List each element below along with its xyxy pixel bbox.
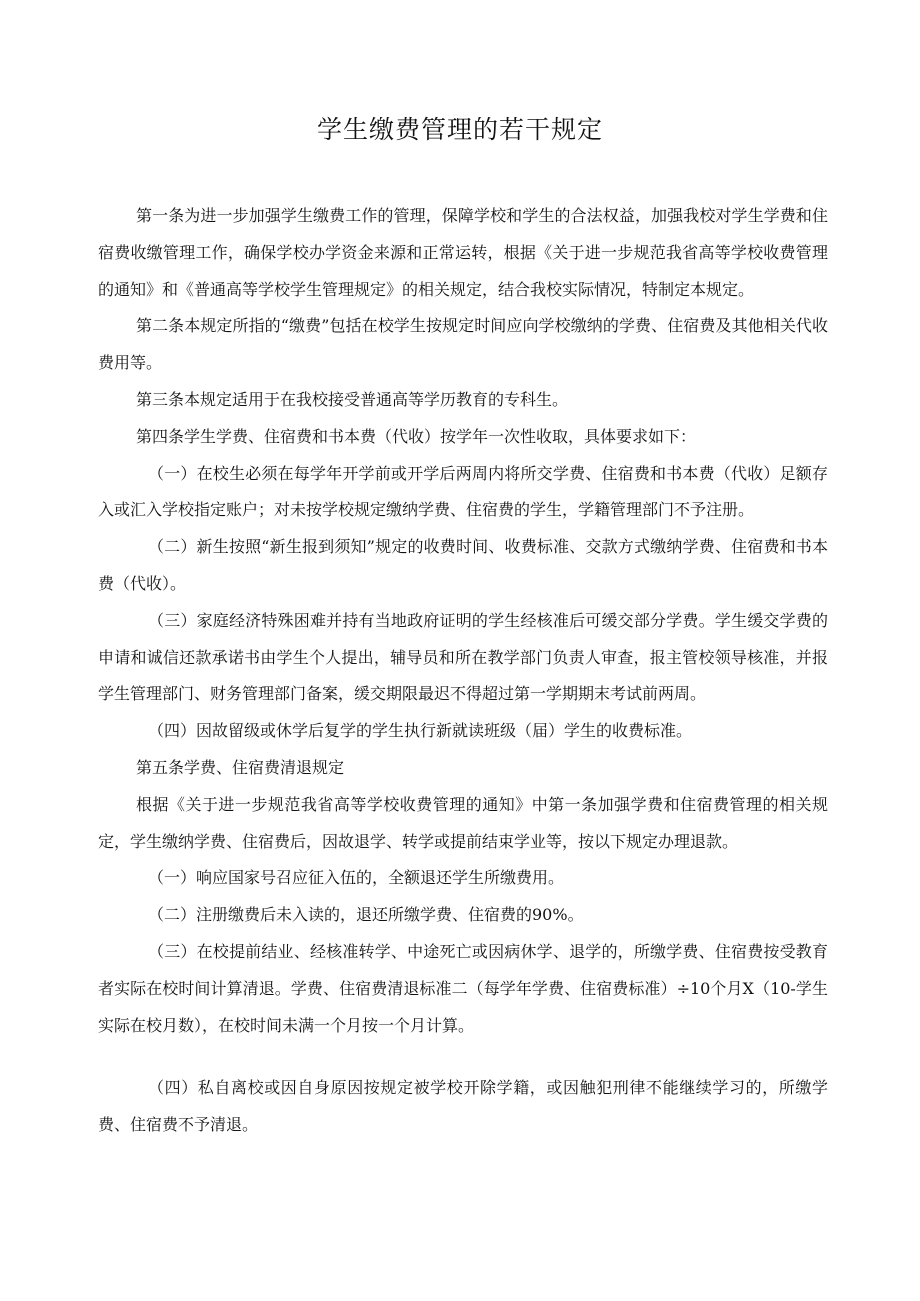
article-2: 第二条本规定所指的“缴费”包括在校学生按规定时间应向学校缴纳的学费、住宿费及其他相关代收费用等。 [98, 316, 828, 373]
article-3: 第三条本规定适用于在我校接受普通高等学历教育的专科生。 [136, 389, 569, 409]
article-1: 第一条为进一步加强学生缴费工作的管理，保障学校和学生的合法权益，加强我校对学生学费和住宿费收缴管理工作，确保学校办学资金来源和正常运转，根据《关于进一步规范我省高等学校收费管理的通知》和《普通高等学校学生管理规定》的相关规定，结合我校实际情况，特制定本规定。 [98, 206, 828, 299]
article-5-item-3: （三）在校提前结业、经核准转学、中途死亡或因病休学、退学的，所缴学费、住宿费按受教育者实际在校时间计算清退。学费、住宿费清退标准二（每学年学费、住宿费标准）÷10个月X（10-学生实际在校月数），在校时间未满一个月按一个月计算。 [98, 941, 828, 1035]
article-4-item-1: （一）在校生必须在每学年开学前或开学后两周内将所交学费、住宿费和书本费（代收）足额存入或汇入学校指定账户；对未按学校规定缴纳学费、住宿费的学生，学籍管理部门不予注册。 [98, 463, 828, 520]
document-body [98, 198, 828, 1144]
article-4: 第四条学生学费、住宿费和书本费（代收）按学年一次性收取，具体要求如下： [136, 426, 697, 446]
article-5-item-1: （一）响应国家号召应征入伍的，全额退还学生所缴费用。 [148, 868, 565, 888]
page-title: 学生缴费管理的若干规定 [316, 115, 603, 144]
article-5-item-4: （四）私自离校或因自身原因按规定被学校开除学籍，或因触犯刑律不能继续学习的，所缴学费、住宿费不予清退。 [98, 1078, 828, 1135]
paragraph-spacer [98, 1044, 828, 1070]
article-5: 第五条学费、住宿费清退规定 [136, 757, 345, 777]
article-4-item-4: （四）因故留级或休学后复学的学生执行新就读班级（届）学生的收费标准。 [148, 721, 693, 741]
article-5-intro: 根据《关于进一步规范我省高等学校收费管理的通知》中第一条加强学费和住宿费管理的相关规定，学生缴纳学费、住宿费后，因故退学、转学或提前结束学业等，按以下规定办理退款。 [98, 794, 828, 851]
article-4-item-3: （三）家庭经济特殊困难并持有当地政府证明的学生经核准后可缓交部分学费。学生缓交学费的申请和诚信还款承诺书由学生个人提出，辅导员和所在教学部门负责人审查，报主管校领导核准，并报学生管理部门、财务管理部门备案，缓交期限最迟不得超过第一学期期末考试前两周。 [98, 610, 828, 704]
article-4-item-2: （二）新生按照“新生报到须知”规定的收费时间、收费标准、交款方式缴纳学费、住宿费和书本费（代收）。 [98, 537, 828, 593]
article-5-item-2: （二）注册缴费后未入读的，退还所缴学费、住宿费的90%。 [148, 905, 584, 925]
